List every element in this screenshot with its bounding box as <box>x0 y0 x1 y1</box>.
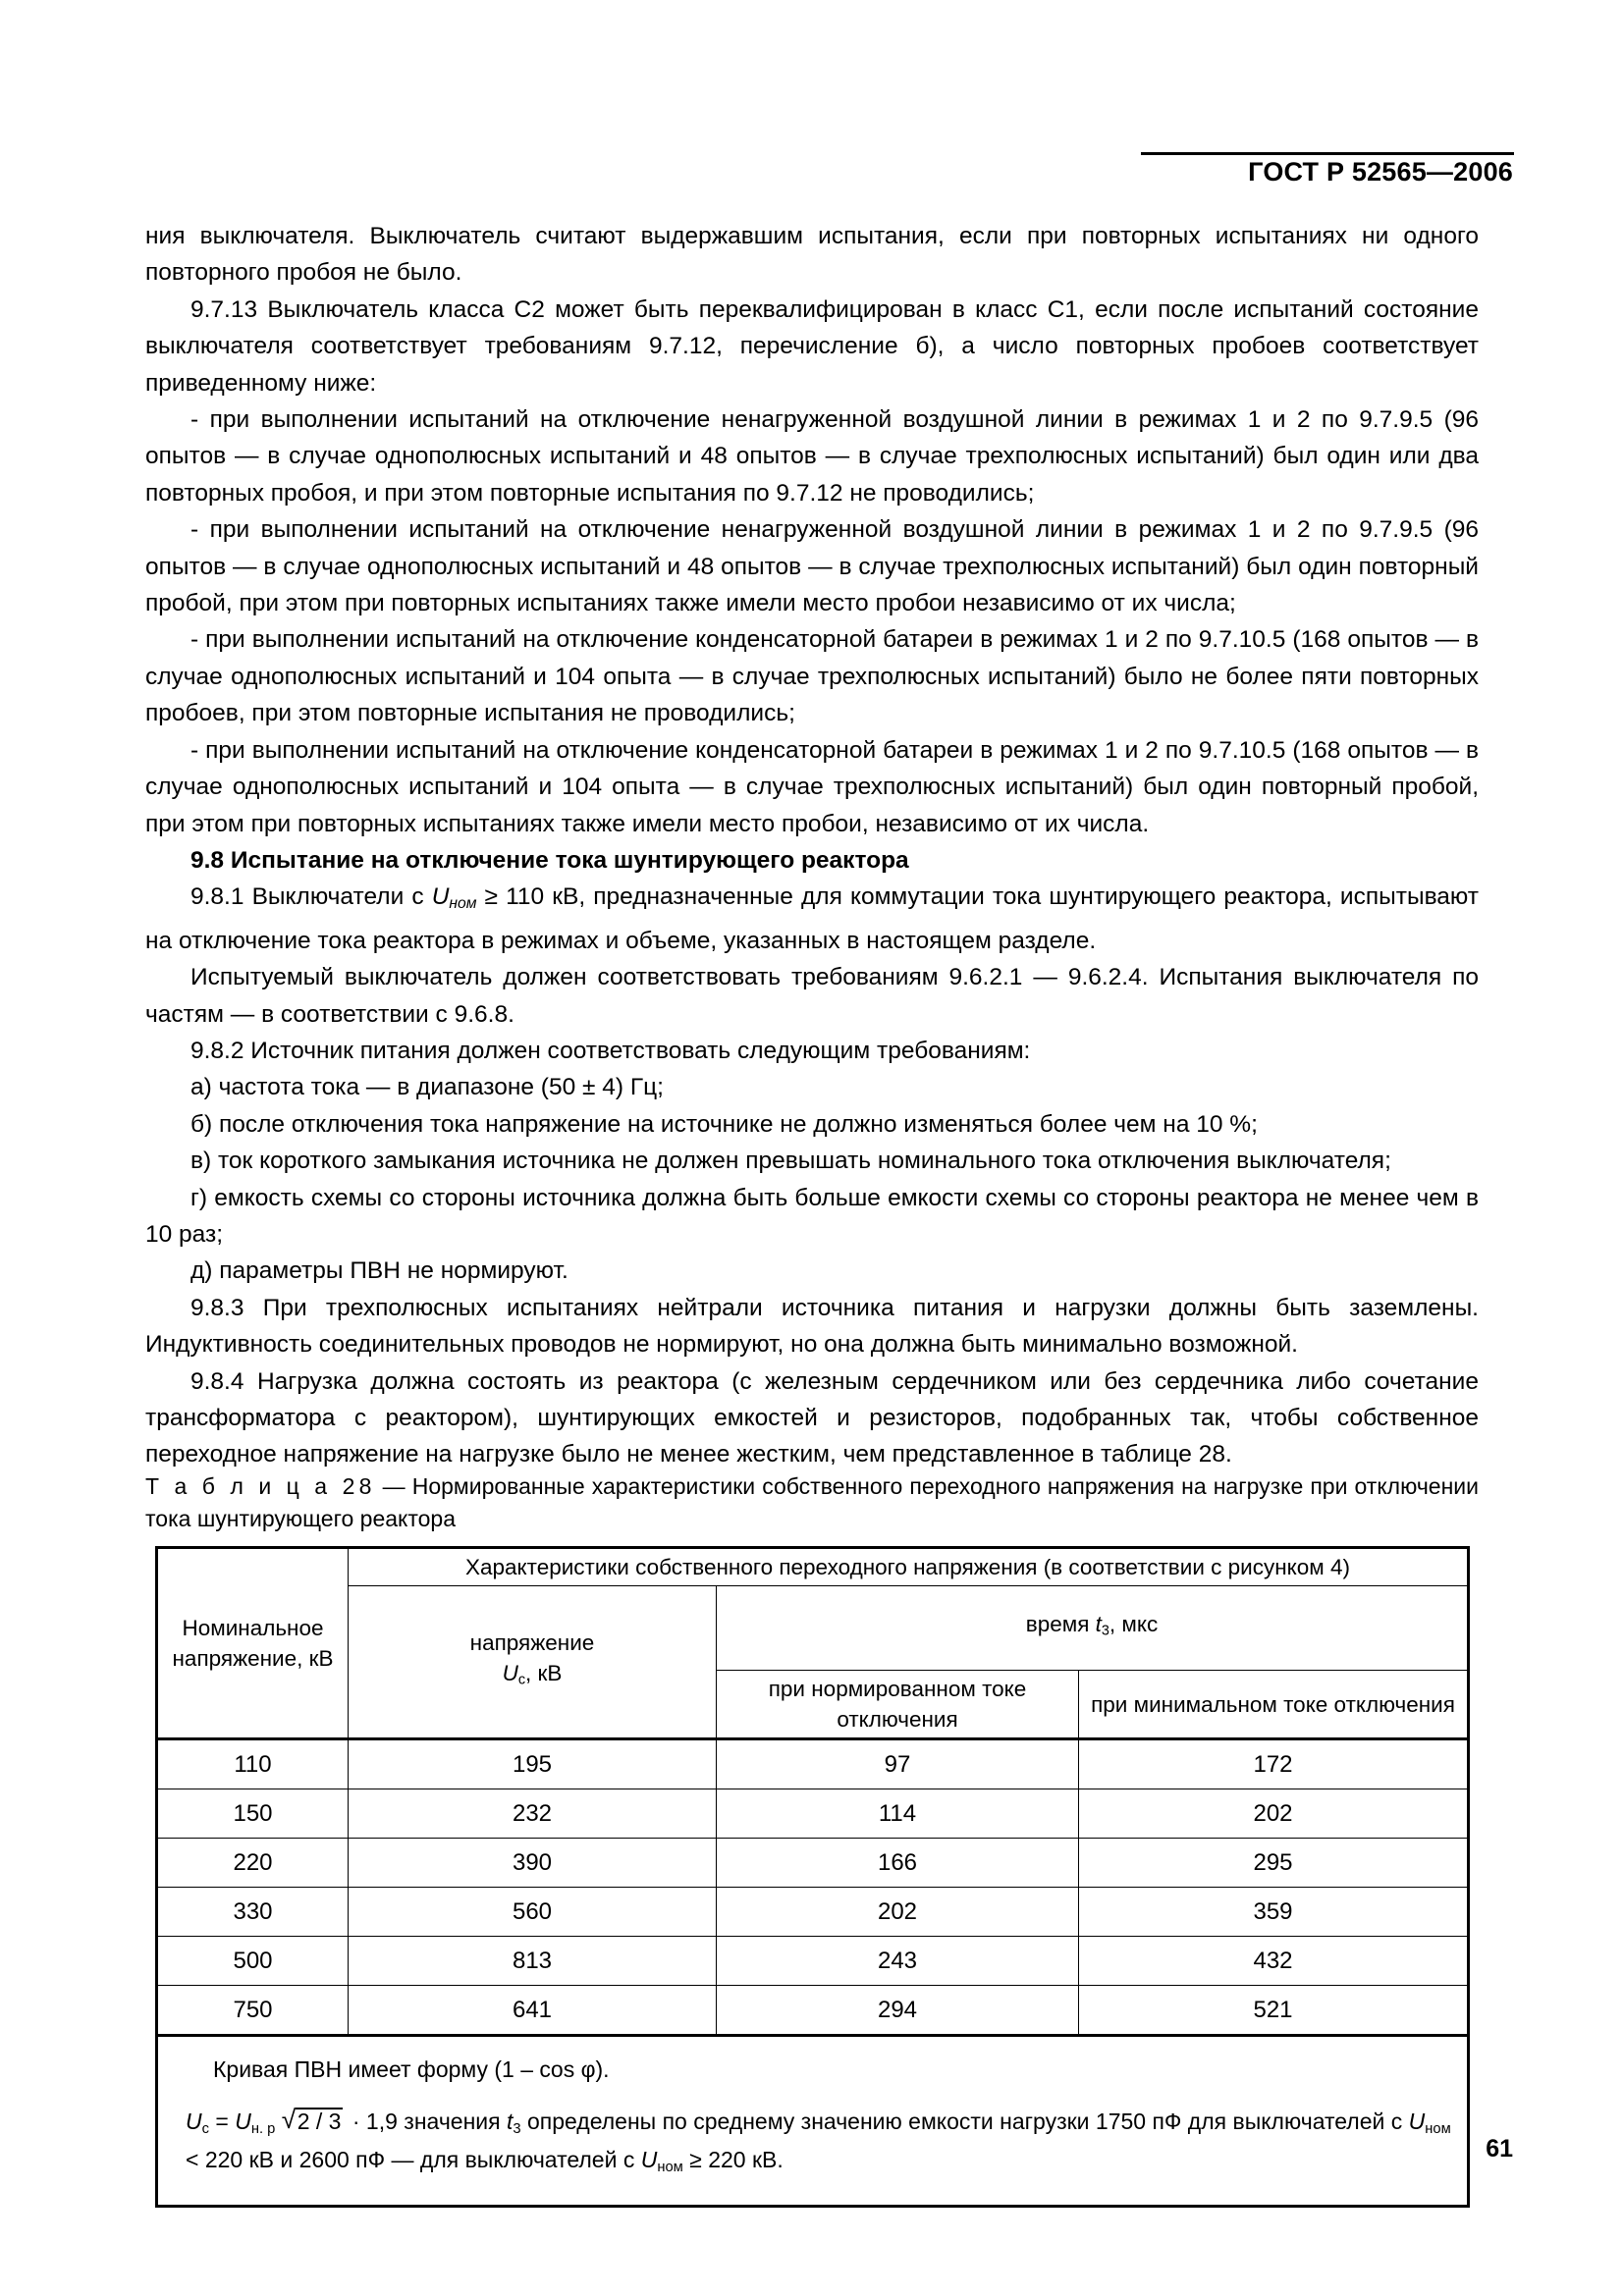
page-number: 61 <box>1486 2135 1513 2163</box>
th-rated-current: при нормированном токе отключения <box>717 1671 1079 1739</box>
table-row <box>157 1888 1469 1937</box>
clause-9-8-3: 9.8.3 При трехполюсных испытаниях нейтрали источника питания и нагрузки должны быть заземлены. Индуктивность соединительных проводов не нормируют, но она должна быть минимально возможной. <box>145 1294 1479 1359</box>
table-header-row-2 <box>157 1586 1469 1671</box>
formula-tail-2: < 220 кВ и 2600 пФ — для выключателей с <box>186 2146 641 2172</box>
sqrt-radicand: 2 / 3 <box>297 2109 342 2134</box>
formula-tail-3: ≥ 220 кВ. <box>682 2146 784 2172</box>
th-voltage-symbol <box>354 1658 710 1696</box>
clause-9-8-1 <box>145 879 1479 959</box>
formula-mid: · 1,9 значения <box>346 2109 507 2134</box>
section-heading-9-8: 9.8 Испытание на отключение тока шунтирующего реактора <box>190 846 909 874</box>
symbol-u-nom-2-sub: ном <box>1425 2120 1451 2137</box>
paragraph-continuation: ния выключателя. Выключатель считают выдержавшим испытания, если при повторных испытаниях ни одного повторного пробоя не было. <box>145 223 1479 287</box>
cell-t3-min: 172 <box>1079 1739 1469 1789</box>
cell-t3-min: 359 <box>1079 1888 1469 1937</box>
table-caption-dash: — <box>375 1473 412 1499</box>
list-item-dash-1: - при выполнении испытаний на отключение ненагруженной воздушной линии в режимах 1 и 2 по 9.7.9.5 (96 опытов — в случае однополюсных испытаний и 48 опытов — в случае трехполюсных испытаний) был один или два повторных пробоя, и при этом повторные испытания по 9.7.12 не проводились; <box>145 406 1479 507</box>
cell-voltage: 750 <box>157 1986 349 2036</box>
symbol-u-nom: $U_{ном}$ <box>431 883 477 913</box>
th-characteristics-group: Характеристики собственного переходного напряжения (в соответствии с рисунком 4) <box>349 1548 1469 1586</box>
symbol-unp: U <box>235 2109 251 2134</box>
cell-t3-rated: 202 <box>717 1888 1079 1937</box>
table-28-wrapper <box>155 1546 1467 2208</box>
cell-uc: 232 <box>349 1789 717 1839</box>
th-voltage-uc <box>349 1586 717 1739</box>
cell-voltage: 330 <box>157 1888 349 1937</box>
clause-9-8-1-pre: 9.8.1 Выключатели с <box>190 883 432 911</box>
cell-voltage: 150 <box>157 1789 349 1839</box>
symbol-u-c: U <box>502 1661 518 1686</box>
list-item-dash-4: - при выполнении испытаний на отключение конденсаторной батареи в режимах 1 и 2 по 9.7.10.5 (168 опытов — в случае однополюсных испытаний и 104 опыта — в случае трехполюсных испытаний) был один повторный пробой, при этом при повторных испытаниях также имели место пробои, независимо от их числа. <box>145 736 1479 837</box>
table-row <box>157 1937 1469 1986</box>
cell-voltage: 500 <box>157 1937 349 1986</box>
symbol-t3-sub: 3 <box>1101 1623 1109 1639</box>
standard-title: ГОСТ Р 52565—2006 <box>1248 157 1513 187</box>
page-header <box>1248 157 1513 187</box>
cell-t3-rated: 114 <box>717 1789 1079 1839</box>
symbol-t3-formula-sub: 3 <box>513 2120 521 2137</box>
cell-voltage: 220 <box>157 1839 349 1888</box>
list-item-d: д) параметры ПВН не нормируют. <box>190 1257 568 1285</box>
clause-9-8-4: 9.8.4 Нагрузка должна состоять из реактора (с железным сердечником или без сердечника либо сочетание трансформатора с реактором), шунтирующих емкостей и резисторов, подобранных так, чтобы собственное переходное напряжение на нагрузке было не менее жестким, чем представленное в таблице 28. <box>145 1367 1479 1468</box>
cell-t3-rated: 166 <box>717 1839 1079 1888</box>
clause-9-8-2: 9.8.2 Источник питания должен соответствовать следующим требованиям: <box>190 1038 1031 1064</box>
cell-uc: 560 <box>349 1888 717 1937</box>
list-item-v: в) ток короткого замыкания источника не должен превышать номинального тока отключения выключателя; <box>190 1148 1391 1175</box>
cell-t3-min: 202 <box>1079 1789 1469 1839</box>
th-time-group <box>717 1586 1469 1671</box>
cell-t3-rated: 294 <box>717 1986 1079 2036</box>
table-caption-label: Т а б л и ц а 28 <box>145 1473 376 1499</box>
symbol-u-nom-3: U <box>640 2146 658 2172</box>
symbol-unp-sub: н. р <box>250 2120 276 2137</box>
list-item-b: б) после отключения тока напряжение на источнике не должно изменяться более чем на 10 %; <box>190 1110 1258 1138</box>
table-row <box>157 1839 1469 1888</box>
symbol-t3-formula: t <box>507 2109 514 2134</box>
footnote-formula <box>186 2107 1467 2183</box>
symbol-u-nom-3-sub: ном <box>657 2159 683 2175</box>
th-voltage-label: напряжение <box>469 1630 595 1656</box>
list-item-a: а) частота тока — в диапазоне (50 ± 4) Гц; <box>190 1074 664 1101</box>
table-footnote-row <box>157 2036 1469 2207</box>
cell-t3-rated: 97 <box>717 1739 1079 1789</box>
symbol-uc-formula: U <box>186 2109 202 2134</box>
symbol-uc-formula-sub: с <box>201 2120 209 2137</box>
footnote-curve-form: Кривая ПВН имеет форму (1 – cos φ). <box>213 2056 610 2082</box>
cell-t3-min: 295 <box>1079 1839 1469 1888</box>
formula-tail: определены по среднему значению емкости нагрузки 1750 пФ для выключателей с <box>520 2109 1409 2134</box>
table-row <box>157 1986 1469 2036</box>
symbol-u-nom-sub: ном <box>449 895 477 913</box>
symbol-u-c-unit: , кВ <box>525 1661 563 1686</box>
clause-requirements-ref: Испытуемый выключатель должен соответствовать требованиям 9.6.2.1 — 9.6.2.4. Испытания выключателя по частям — в соответствии с 9.6.8. <box>145 964 1479 1028</box>
body-content <box>145 218 1479 1473</box>
cell-t3-min: 432 <box>1079 1937 1469 1986</box>
th-time-pre: время <box>1025 1612 1096 1637</box>
table-caption-text: Нормированные характеристики собственного переходного напряжения на нагрузке при отключении тока шунтирующего реактора <box>145 1473 1479 1531</box>
table-head <box>157 1548 1469 1739</box>
symbol-t3: t <box>1095 1612 1102 1637</box>
symbol-u-nom-2: U <box>1408 2109 1426 2134</box>
table-caption <box>145 1470 1479 1535</box>
formula-equals: = <box>208 2109 236 2134</box>
list-item-dash-2: - при выполнении испытаний на отключение ненагруженной воздушной линии в режимах 1 и 2 по 9.7.9.5 (96 опытов — в случае однополюсных испытаний и 48 опытов — в случае трехполюсных испытаний) был один повторный пробой, при этом при повторных испытаниях также имели место пробои независимо от их числа; <box>145 516 1479 617</box>
table-footnotes <box>157 2036 1469 2207</box>
clause-9-7-13: 9.7.13 Выключатель класса С2 может быть переквалифицирован в класс С1, если после испытаний состояние выключателя соответствует требованиям 9.7.12, перечисление б), а число повторных пробоев соответствует приведенному ниже: <box>145 295 1479 397</box>
list-item-dash-3: - при выполнении испытаний на отключение конденсаторной батареи в режимах 1 и 2 по 9.7.10.5 (168 опытов — в случае однополюсных испытаний и 104 опыта — в случае трехполюсных испытаний) было не более пяти повторных пробоев, при этом повторные испытания не проводились; <box>145 626 1479 727</box>
table-row <box>157 1739 1469 1789</box>
sqrt-icon <box>282 2107 347 2137</box>
cell-uc: 195 <box>349 1739 717 1789</box>
cell-voltage: 110 <box>157 1739 349 1789</box>
table-body <box>157 1739 1469 2207</box>
cell-t3-rated: 243 <box>717 1937 1079 1986</box>
th-nominal-voltage: Номинальное напряжение, кВ <box>157 1548 349 1739</box>
cell-uc: 641 <box>349 1986 717 2036</box>
clause-9-8-1-post: ≥ 110 кВ, предназначенные для коммутации тока шунтирующего реактора, испытывают на отключение тока реактора в режимах и объеме, указанных в настоящем разделе. <box>145 883 1479 954</box>
table-28 <box>155 1546 1470 2208</box>
header-rule <box>1141 152 1514 155</box>
table-header-row-1 <box>157 1548 1469 1586</box>
list-item-g: г) емкость схемы со стороны источника должна быть больше емкости схемы со стороны реактора не менее чем в 10 раз; <box>145 1184 1479 1249</box>
cell-uc: 813 <box>349 1937 717 1986</box>
th-time-post: , мкс <box>1109 1612 1159 1637</box>
cell-uc: 390 <box>349 1839 717 1888</box>
symbol-u-c-sub: с <box>517 1672 526 1688</box>
th-minimal-current: при минимальном токе отключения <box>1079 1671 1469 1739</box>
table-row <box>157 1789 1469 1839</box>
cell-t3-min: 521 <box>1079 1986 1469 2036</box>
